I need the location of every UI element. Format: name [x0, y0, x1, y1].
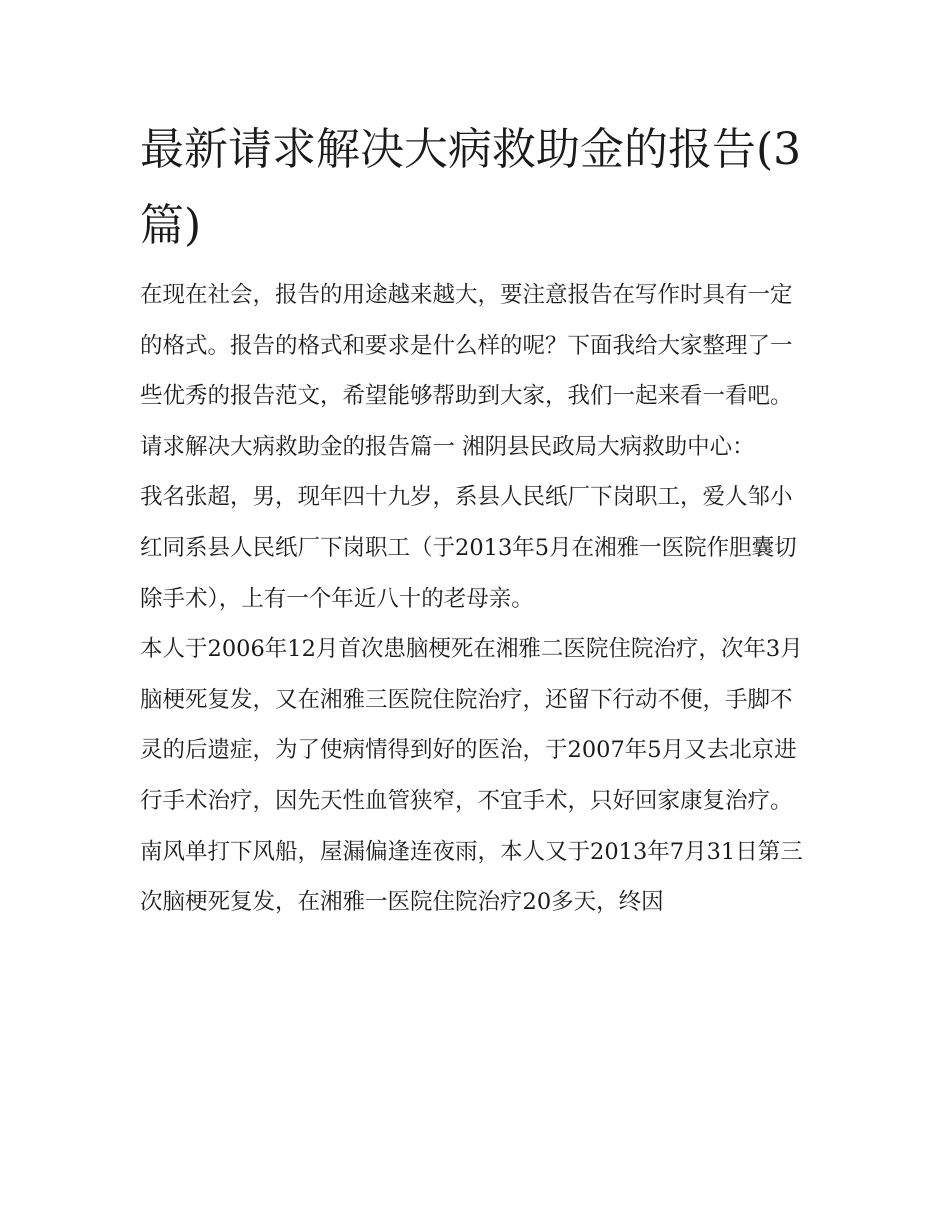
paragraph-medical-history: 本人于2006年12月首次患脑梗死在湘雅二医院住院治疗，次年3月脑梗死复发，又在湘雅三医院住院治疗，还留下行动不便，手脚不灵的后遗症，为了使病情得到好的医治，于2007年5月又去北京进行手术治疗，因先天性血管狭窄，不宜手术，只好回家康复治疗。 [140, 636, 803, 814]
document-title: 最新请求解决大病救助金的报告(3篇) [140, 124, 802, 251]
paragraph-personal-info: 我名张超，男，现年四十九岁，系县人民纸厂下岗职工，爱人邹小红同系县人民纸厂下岗职工（于2013年5月在湘雅一医院作胆囊切除手术），上有一个年近八十的老母亲。 [140, 484, 797, 612]
paragraph-intro: 在现在社会，报告的用途越来越大，要注意报告在写作时具有一定的格式。报告的格式和要求是什么样的呢？下面我给大家整理了一些优秀的报告范文，希望能够帮助到大家，我们一起来看一看吧。 [140, 282, 793, 410]
document-body [140, 112, 812, 928]
paragraph-recurrence: 南风单打下风船，屋漏偏逢连夜雨，本人又于2013年7月31日第三次脑梗死复发，在湘雅一医院住院治疗20多天，终因 [140, 838, 803, 916]
paragraph-salutation: 请求解决大病救助金的报告篇一 湘阴县民政局大病救助中心： [140, 433, 755, 460]
